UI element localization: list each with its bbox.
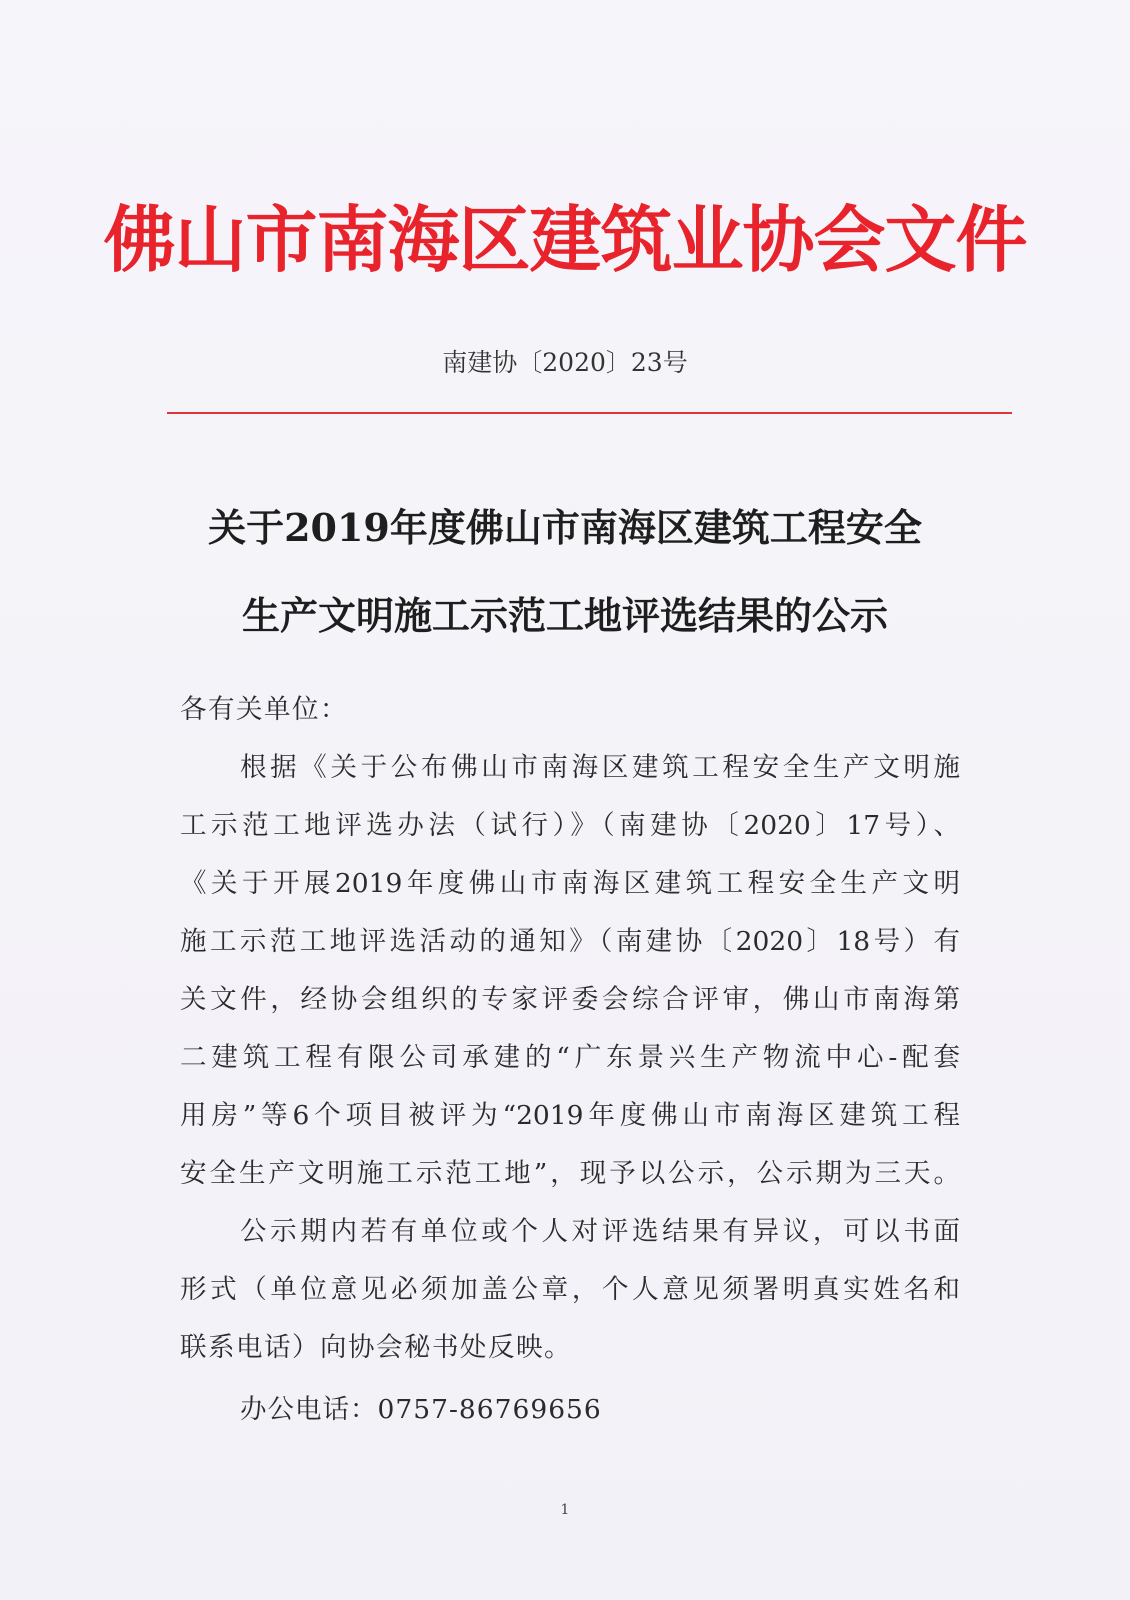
body-line: 《关于开展2019年度佛山市南海区建筑工程安全生产文明 bbox=[180, 868, 960, 899]
body-line: 关文件，经协会组织的专家评委会综合评审，佛山市南海第 bbox=[180, 984, 960, 1015]
body-line: 公示期内若有单位或个人对评选结果有异议，可以书面 bbox=[240, 1216, 960, 1247]
body-line: 工示范工地评选办法（试行）》（南建协〔2020〕17号）、 bbox=[180, 810, 960, 841]
salutation: 各有关单位： bbox=[180, 694, 348, 725]
body-line: 联系电话）向协会秘书处反映。 bbox=[180, 1332, 572, 1363]
document-number: 南建协〔2020〕23号 bbox=[442, 348, 688, 377]
page-number: 1 bbox=[560, 1502, 570, 1518]
notice-title-line-1: 关于2019年度佛山市南海区建筑工程安全 bbox=[208, 505, 922, 550]
red-divider-rule bbox=[167, 412, 1012, 414]
body-line: 根据《关于公布佛山市南海区建筑工程安全生产文明施 bbox=[240, 752, 960, 783]
masthead-title: 佛山市南海区建筑业协会文件 bbox=[103, 198, 1027, 282]
body-line: 形式（单位意见必须加盖公章，个人意见须署明真实姓名和 bbox=[180, 1274, 960, 1305]
body-line: 安全生产文明施工示范工地”，现予以公示，公示期为三天。 bbox=[180, 1158, 960, 1189]
body-line: 用房”等6个项目被评为“2019年度佛山市南海区建筑工程 bbox=[180, 1100, 960, 1131]
office-phone: 办公电话：0757-86769656 bbox=[240, 1394, 602, 1425]
body-line: 施工示范工地评选活动的通知》（南建协〔2020〕18号）有 bbox=[180, 926, 960, 957]
notice-title-line-2: 生产文明施工示范工地评选结果的公示 bbox=[241, 593, 888, 638]
body-line: 二建筑工程有限公司承建的“广东景兴生产物流中心-配套 bbox=[180, 1042, 960, 1073]
